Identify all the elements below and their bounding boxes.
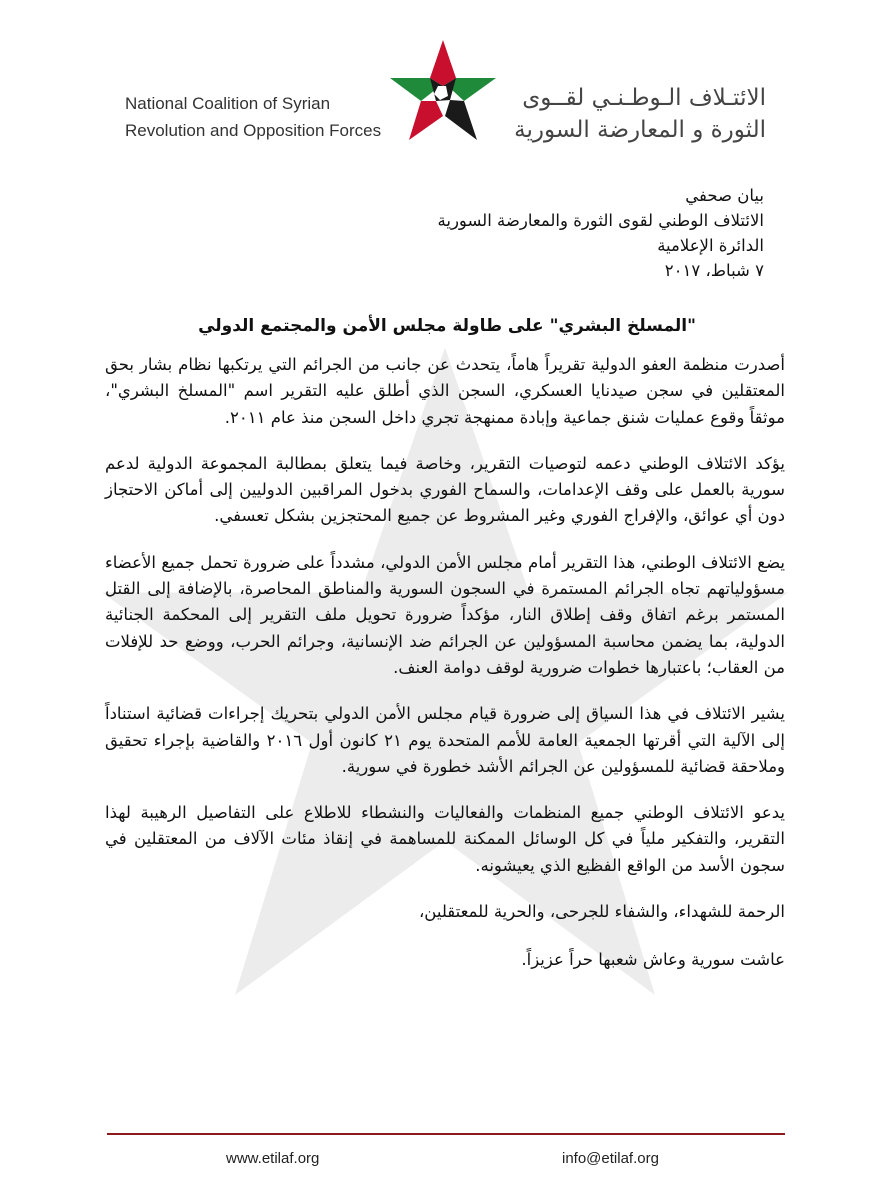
english-name-line1: National Coalition of Syrian [125, 94, 331, 113]
arabic-name-line2: الثورة و المعارضة السورية [514, 117, 766, 143]
issuing-organization: الائتلاف الوطني لقوى الثورة والمعارضة السورية [437, 211, 764, 230]
body-paragraph: يشير الائتلاف في هذا السياق إلى ضرورة قيام مجلس الأمن الدولي بتحريك إجراءات قضائية استناداً إلى الآلية التي أقرتها الجمعية العامة للأمم المتحدة يوم ٢١ كانون أول ٢٠١٦ والقاضية بإجراء تحقيق وملاحقة قضائية للمسؤولين عن الجرائم الأشد خطورة في سورية. [105, 704, 785, 776]
closing-salutation: عاشت سورية وعاش شعبها حراً عزيزاً. [521, 950, 785, 970]
arabic-org-name [496, 82, 766, 146]
english-name-line2: Revolution and Opposition Forces [125, 121, 382, 140]
department: الدائرة الإعلامية [657, 236, 764, 255]
document-meta [264, 183, 764, 283]
document-type: بيان صحفي [685, 186, 764, 205]
body-paragraph: يضع الائتلاف الوطني، هذا التقرير أمام مجلس الأمن الدولي، مشدداً على ضرورة تحمل جميع الأعضاء مسؤولياتهم تجاه الجرائم المستمرة في السجون السورية والمناطق المحاصرة، بالإضافة إلى القتل المستمر برغم اتفاق وقف إطلاق النار، مؤكداً ضرورة تحويل ملف التقرير إلى المحكمة الجنائية الدولية، بما يضمن محاسبة المسؤولين عن الجرائم ضد الإنسانية، وجرائم الحرب، ووضع حد للإفلات من العقاب؛ باعتبارها خطوات ضرورية لوقف دوامة العنف. [105, 552, 785, 677]
document-title: "المسلخ البشري" على طاولة مجلس الأمن والمجتمع الدولي [198, 316, 696, 336]
letterhead-banner [0, 0, 894, 170]
closing-line: الرحمة للشهداء، والشفاء للجرحى، والحرية للمعتقلين، [418, 902, 785, 922]
body-paragraph: يؤكد الائتلاف الوطني دعمه لتوصيات التقرير، وخاصة فيما يتعلق بمطالبة المجموعة الدولية لدعم سورية بالعمل على وقف الإعدامات، والسماح الفوري بدخول المراقبين الدوليين إلى أماكن الاحتجاز دون أي عوائق، والإفراج الفوري وغير المشروط عن جميع المحتجزين بشكل تعسفي. [105, 453, 785, 526]
document-body [105, 352, 785, 996]
footer-divider [107, 1133, 785, 1135]
footer-email-link[interactable]: info@etilaf.org [562, 1150, 659, 1167]
coalition-star-logo [388, 38, 498, 144]
body-paragraph: أصدرت منظمة العفو الدولية تقريراً هاماً، يتحدث عن جانب من الجرائم التي يرتكبها نظام بشار بحق المعتقلين في سجن صيدنايا العسكري، السجن الذي أطلق عليه التقرير اسم "المسلخ البشري"، موثقاً وقوع عمليات شنق جماعية وإبادة ممنهجة تجري داخل السجن منذ عام ٢٠١١. [105, 355, 785, 427]
english-org-name [125, 90, 395, 144]
document-date: ٧ شباط، ٢٠١٧ [664, 261, 764, 280]
footer-website-link[interactable]: www.etilaf.org [226, 1150, 320, 1167]
arabic-name-line1: الائتـلاف الـوطـنـي لقــوى [522, 85, 766, 111]
body-paragraph: يدعو الائتلاف الوطني جميع المنظمات والفعاليات والنشطاء للاطلاع على التفاصيل الرهيبة لهذا التقرير، والتفكير ملياً في كل الوسائل الممكنة للمساهمة في إنقاذ مئات الآلاف من المعتقلين في سجون الأسد من الواقع الفظيع الذي يعيشونه. [105, 803, 785, 875]
